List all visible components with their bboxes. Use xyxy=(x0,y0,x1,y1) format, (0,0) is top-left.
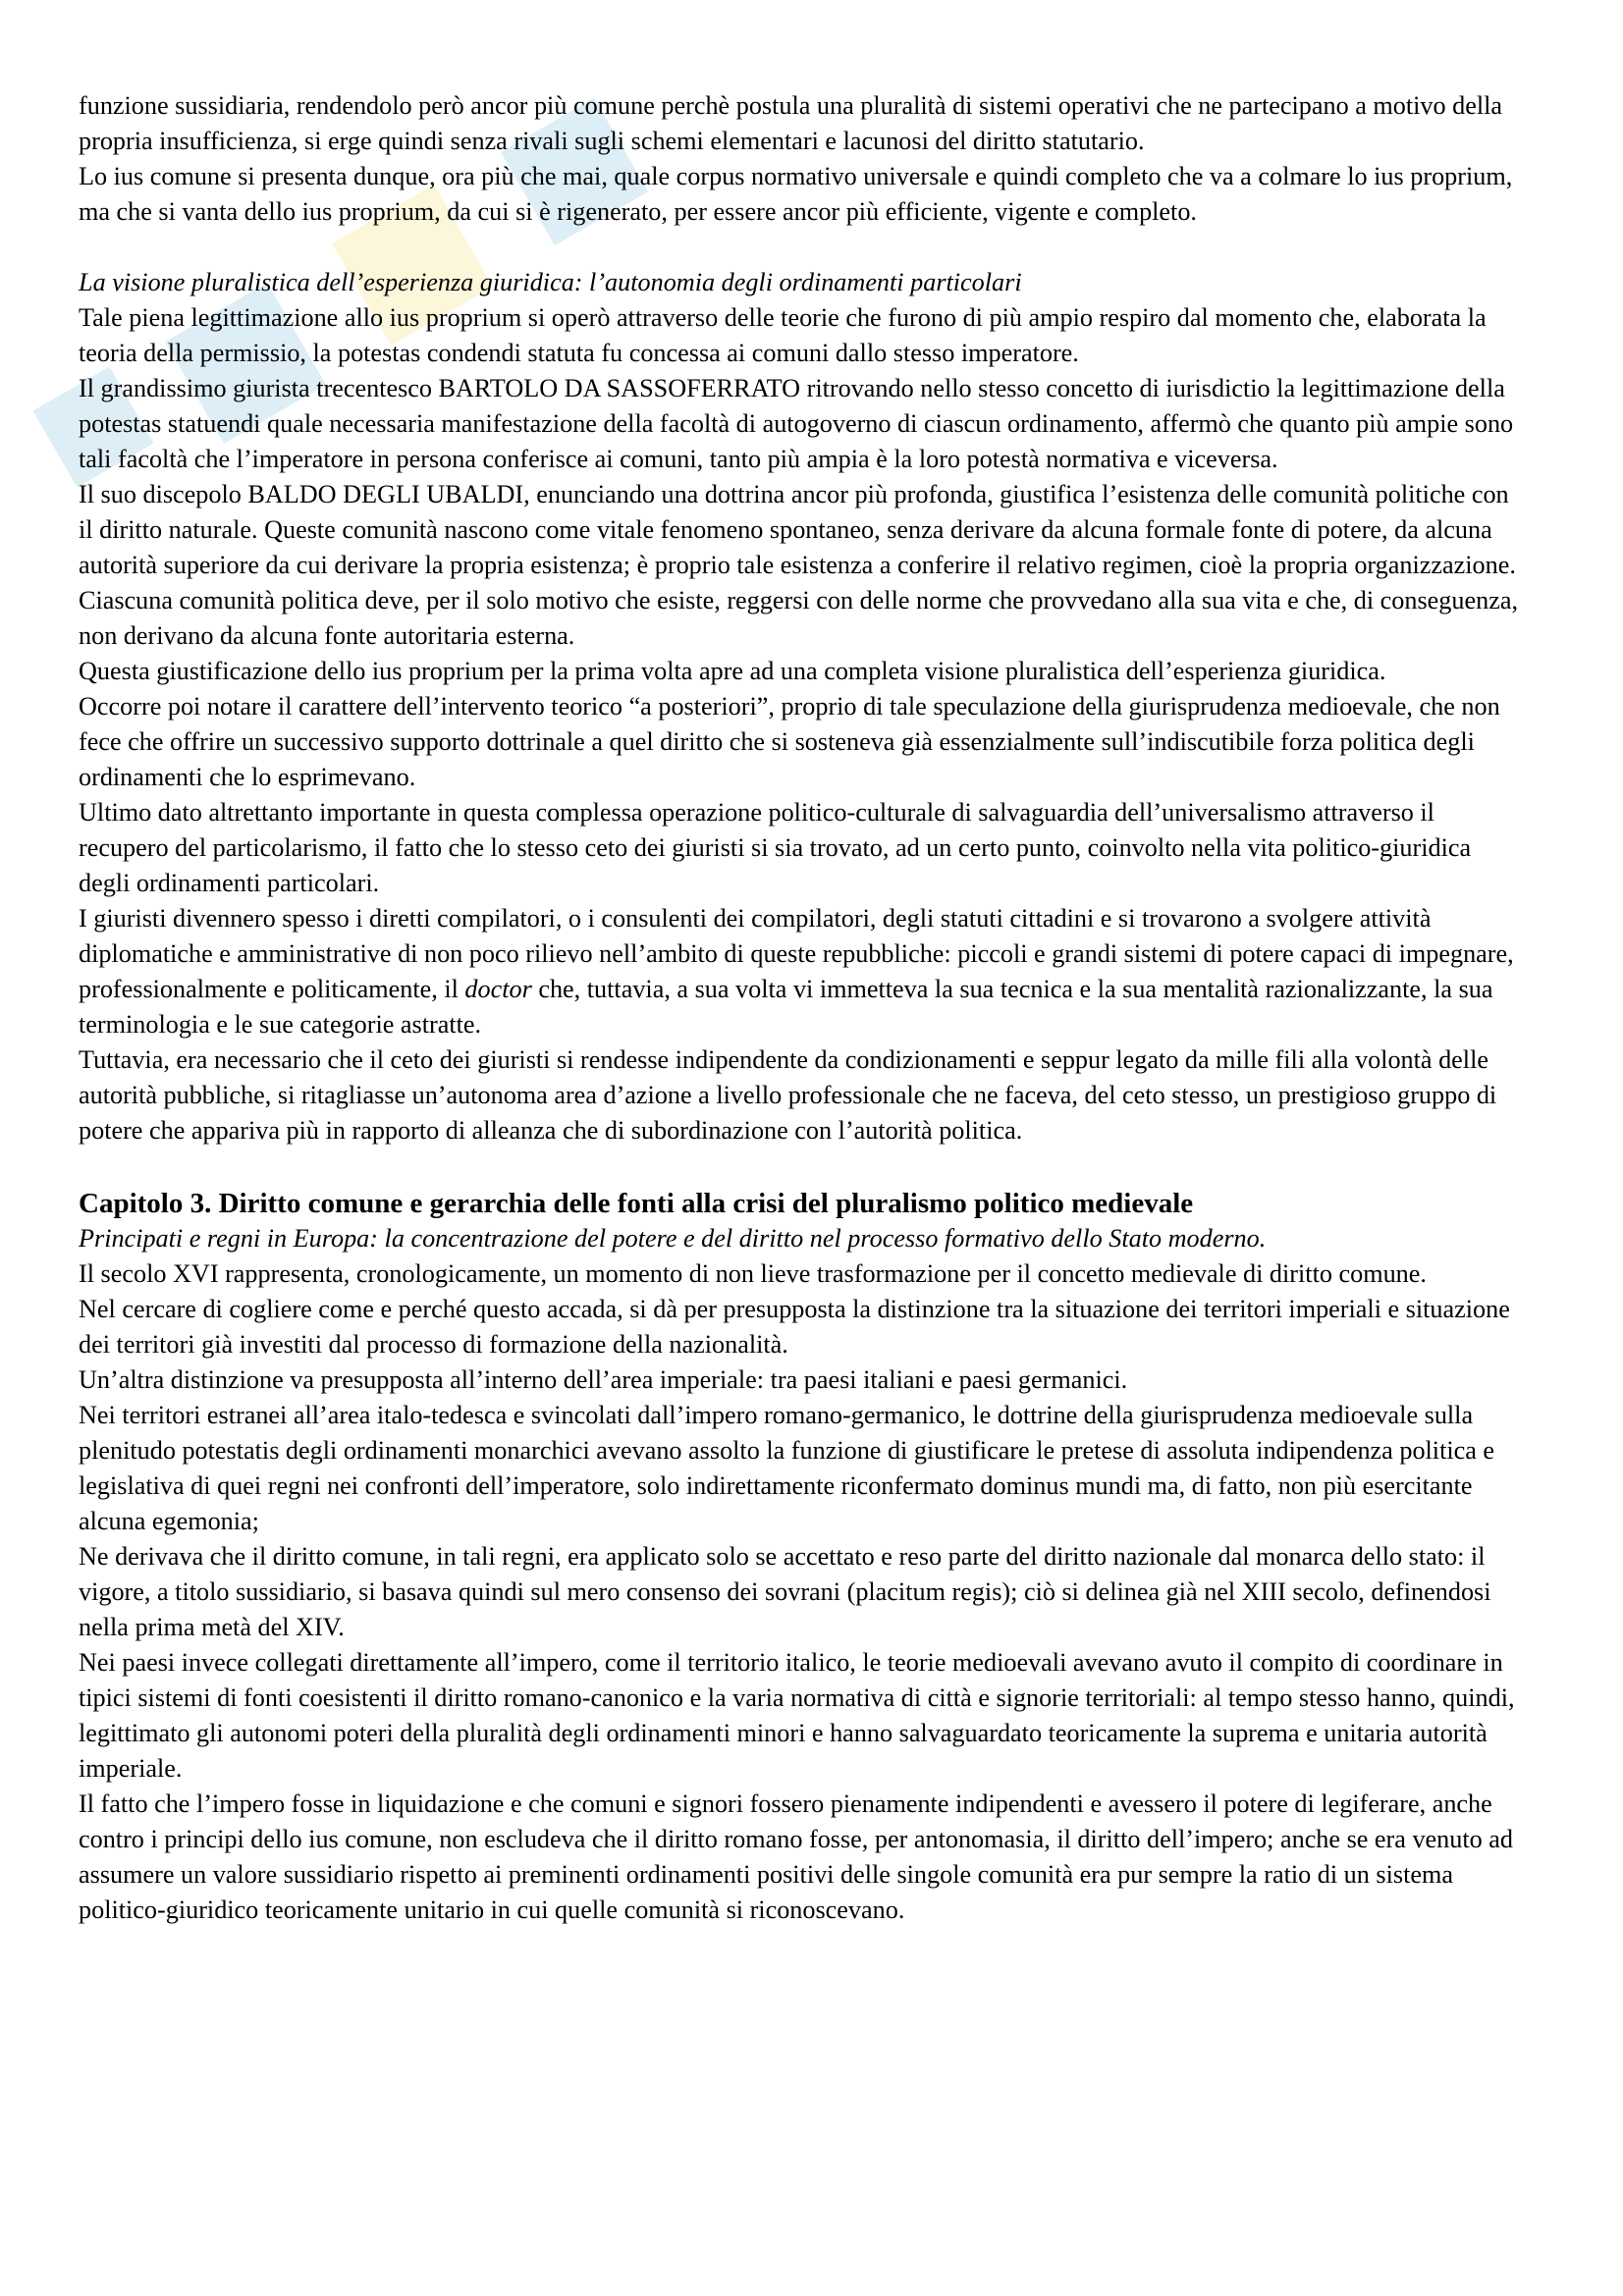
paragraph: funzione sussidiaria, rendendolo però ancor più comune perchè postula una pluralità di sistemi operativi che ne partecipano a motivo della propria insufficienza, si erge quindi senza rivali sugli schemi elementari e lacunosi del diritto statutario. xyxy=(79,91,1503,155)
paragraph xyxy=(79,901,1524,1042)
chapter-subtitle: Principati e regni in Europa: la concentrazione del potere e del diritto nel processo formativo dello Stato moderno. xyxy=(79,1224,1267,1253)
paragraph: Tale piena legittimazione allo ius proprium si operò attraverso delle teorie che furono di più ampio respiro dal momento che, elaborata la teoria della permissio, la potestas condendi statuta fu concessa ai comuni dallo stesso imperatore. xyxy=(79,303,1487,367)
paragraph: Il secolo XVI rappresenta, cronologicamente, un momento di non lieve trasformazione per il concetto medievale di diritto comune. xyxy=(79,1259,1427,1288)
paragraph: Un’altra distinzione va presupposta all’interno dell’area imperiale: tra paesi italiani e paesi germanici. xyxy=(79,1365,1128,1394)
paragraph: Ultimo dato altrettanto importante in questa complessa operazione politico-culturale di salvaguardia dell’universalismo attraverso il recupero del particolarismo, il fatto che lo stesso ceto dei giuristi si sia trovato, ad un certo punto, coinvolto nella vita politico-giuridica degli ordinamenti particolari. xyxy=(79,798,1472,897)
chapter-heading: Capitolo 3. Diritto comune e gerarchia delle fonti alla crisi del pluralismo politico medievale xyxy=(79,1188,1194,1219)
text-run: I giuristi divennero spesso i diretti compilatori, o i consulenti dei compilatori, degli statuti cittadini e si trovarono a svolgere attività diplomatiche e amministrative di non poco rilievo nell’ambito di queste repubbliche: piccoli e grandi sistemi di potere capaci di impegnare, professionalmente e politicamente, il xyxy=(79,904,1514,1003)
paragraph: Lo ius comune si presenta dunque, ora più che mai, quale corpus normativo universale e quindi completo che va a colmare lo ius proprium, ma che si vanta dello ius proprium, da cui si è rigenerato, per essere ancor più efficiente, vigente e completo. xyxy=(79,162,1513,226)
paragraph: Il suo discepolo BALDO DEGLI UBALDI, enunciando una dottrina ancor più profonda, giustifica l’esistenza delle comunità politiche con il diritto naturale. Queste comunità nascono come vitale fenomeno spontaneo, senza derivare da alcuna formale fonte di potere, da alcuna autorità superiore da cui derivare la propria esistenza; è proprio tale esistenza a conferire il relativo regimen, cioè la propria organizzazione. Ciascuna comunità politica deve, per il solo motivo che esiste, reggersi con delle norme che provvedano alla sua vita e che, di conseguenza, non derivano da alcuna fonte autoritaria esterna. xyxy=(79,480,1518,650)
paragraph: Nei territori estranei all’area italo-tedesca e svincolati dall’impero romano-germanico, le dottrine della giurisprudenza medioevale sulla plenitudo potestatis degli ordinamenti monarchici avevano assolto la funzione di giustificare le pretese di assoluta indipendenza politica e legislativa di quei regni nei confronti dell’imperatore, solo indirettamente riconfermato dominus mundi ma, di fatto, non più esercitante alcuna egemonia; xyxy=(79,1401,1495,1535)
text-run: che, tuttavia, a sua volta vi immetteva la sua tecnica e la sua mentalità razionalizzante, la sua terminologia e le sue categorie astratte. xyxy=(79,975,1493,1039)
paragraph: Tuttavia, era necessario che il ceto dei giuristi si rendesse indipendente da condizionamenti e seppur legato da mille fili alla volontà delle autorità pubbliche, si ritagliasse un’autonoma area d’azione a livello professionale che ne faceva, del ceto stesso, un prestigioso gruppo di potere che appariva più in rapporto di alleanza che di subordinazione con l’autorità politica. xyxy=(79,1045,1497,1145)
paragraph: Il grandissimo giurista trecentesco BARTOLO DA SASSOFERRATO ritrovando nello stesso concetto di iurisdictio la legittimazione della potestas statuendi quale necessaria manifestazione della facoltà di autogoverno di ciascun ordinamento, affermò che quanto più ampie sono tali facoltà che l’imperatore in persona conferisce ai comuni, tanto più ampia è la loro potestà normativa e viceversa. xyxy=(79,374,1514,473)
paragraph: Questa giustificazione dello ius proprium per la prima volta apre ad una completa visione pluralistica dell’esperienza giuridica. xyxy=(79,657,1386,685)
paragraph: Nei paesi invece collegati direttamente all’impero, come il territorio italico, le teorie medioevali avevano avuto il compito di coordinare in tipici sistemi di fonti coesistenti il diritto romano-canonico e la varia normativa di città e signorie territoriali: al tempo stesso hanno, quindi, legittimato gli autonomi poteri della pluralità degli ordinamenti minori e hanno salvaguardato teoricamente la suprema e unitaria autorità imperiale. xyxy=(79,1648,1515,1783)
paragraph: Occorre poi notare il carattere dell’intervento teorico “a posteriori”, proprio di tale speculazione della giurisprudenza medioevale, che non fece che offrire un successivo supporto dottrinale a quel diritto che si sosteneva già essenzialmente sull’indiscutibile forza politica degli ordinamenti che lo esprimevano. xyxy=(79,692,1500,791)
paragraph: Il fatto che l’impero fosse in liquidazione e che comuni e signori fossero pienamente indipendenti e avessero il potere di legiferare, anche contro i principi dello ius comune, non escludeva che il diritto romano fosse, per antonomasia, il diritto dell’impero; anche se era venuto ad assumere un valore sussidiario rispetto ai preminenti ordinamenti positivi delle singole comunità era pur sempre la ratio di un sistema politico-giuridico teoricamente unitario in cui quelle comunità si riconoscevano. xyxy=(79,1789,1513,1924)
paragraph: Ne derivava che il diritto comune, in tali regni, era applicato solo se accettato e reso parte del diritto nazionale dal monarca dello stato: il vigore, a titolo sussidiario, si basava quindi sul mero consenso dei sovrani (placitum regis); ciò si delinea già nel XIII secolo, definendosi nella prima metà del XIV. xyxy=(79,1542,1491,1641)
paragraph: Nel cercare di cogliere come e perché questo accada, si dà per presupposta la distinzione tra la situazione dei territori imperiali e situazione dei territori già investiti dal processo di formazione della nazionalità. xyxy=(79,1295,1510,1359)
document-page xyxy=(79,88,1524,1928)
italic-term: doctor xyxy=(464,975,532,1003)
section-subtitle: La visione pluralistica dell’esperienza giuridica: l’autonomia degli ordinamenti particolari xyxy=(79,268,1022,296)
